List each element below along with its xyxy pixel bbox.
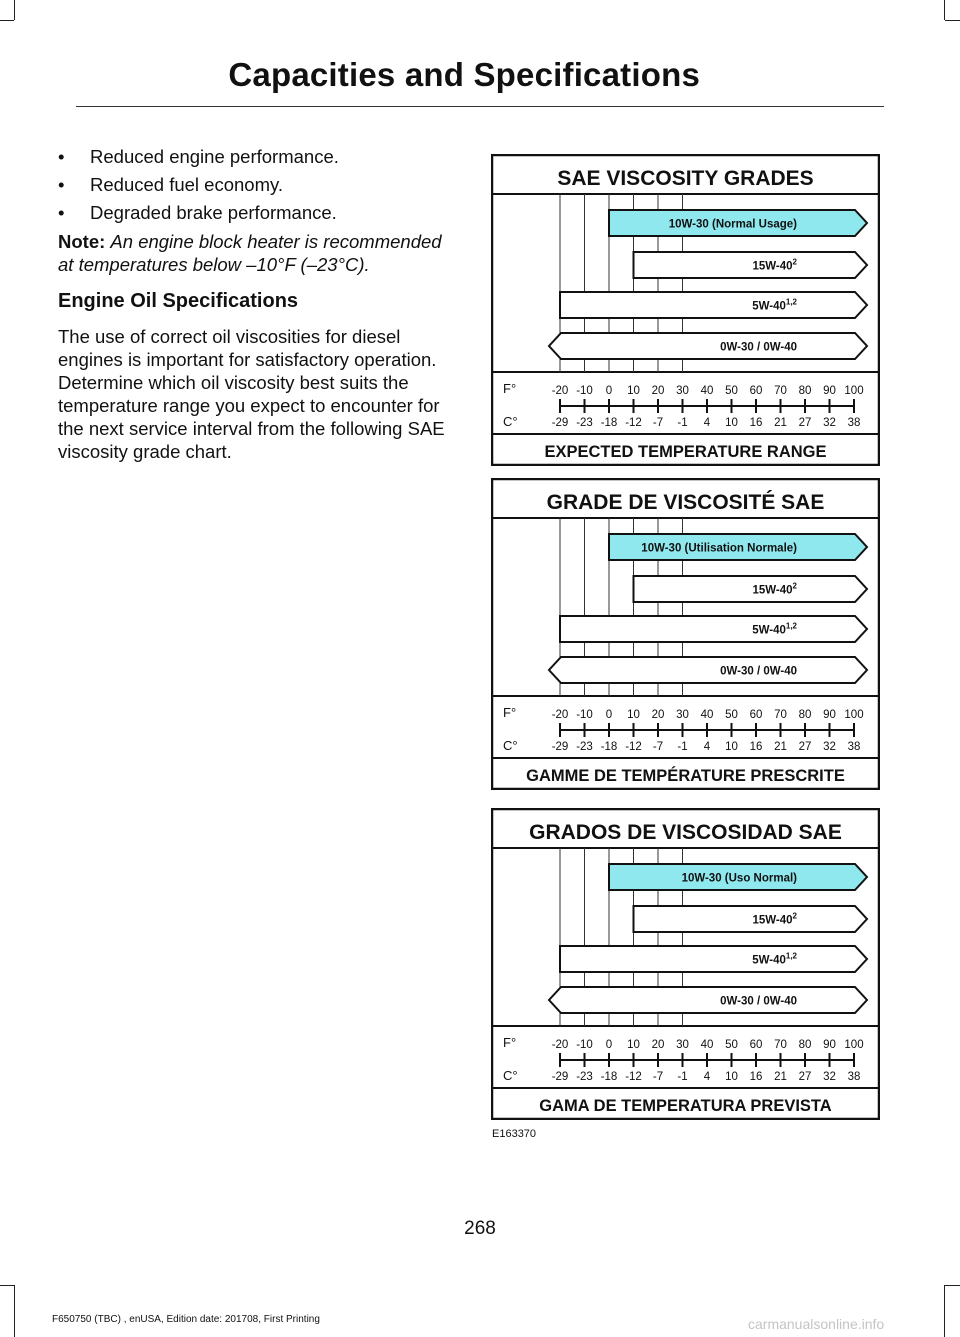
f-tick-label: 90	[823, 1039, 836, 1051]
chart-title: SAE VISCOSITY GRADES	[557, 167, 814, 190]
paragraph: The use of correct oil viscosities for diesel engines is important for satisfactory operation. Determine which oil viscosity best suits the temperature range you expect to encounter for the next service interval from the following SAE viscosity grade chart.	[58, 326, 445, 462]
bullet-item: • Reduced engine performance.	[58, 145, 458, 168]
bar-label: 5W-40$^{1,2}$	[752, 951, 797, 967]
viscosity-bar	[634, 576, 868, 602]
body-text	[58, 145, 458, 463]
c-tick-label: -23	[576, 417, 593, 429]
c-tick-label: -18	[600, 1071, 618, 1083]
f-tick-label: 0	[605, 385, 613, 397]
bar-label-superscript: 2	[792, 911, 797, 921]
bar-label: $15W-40^2$	[752, 911, 797, 927]
bar-label: $15W-40^2$	[752, 581, 797, 597]
c-tick-label: 38	[847, 417, 861, 429]
f-tick-label: 100	[844, 1039, 864, 1051]
viscosity-bar	[549, 333, 867, 359]
f-tick-label: 40	[700, 1039, 714, 1051]
c-tick-label: 21	[774, 741, 787, 753]
f-tick-label: 70	[774, 385, 787, 397]
f-tick-label: 0	[605, 1039, 613, 1051]
f-tick-label: 20	[651, 385, 665, 397]
viscosity-bar	[634, 906, 868, 932]
viscosity-bar	[549, 657, 867, 683]
f-tick-label: -20	[551, 1039, 569, 1051]
fahrenheit-label: F°	[503, 381, 517, 396]
c-tick-label: 16	[749, 741, 763, 753]
page-number: 268	[464, 1218, 496, 1239]
note-label: Note:	[58, 231, 106, 252]
chart-title: GRADOS DE VISCOSIDAD SAE	[529, 821, 842, 844]
f-tick-label: 40	[700, 385, 714, 397]
c-tick-label: -1	[677, 741, 688, 753]
chart-svg	[491, 808, 880, 1120]
c-tick-label: 27	[798, 417, 812, 429]
c-tick-label: 38	[847, 741, 861, 753]
bar-label-superscript: 2	[792, 581, 797, 591]
f-tick-label: 60	[749, 1039, 763, 1051]
crop-mark-bottom-left-h	[0, 1285, 14, 1286]
watermark: carmanualsonline.info	[748, 1316, 885, 1332]
crop-mark-top-left-v	[14, 0, 15, 20]
bar-label-superscript: 1,2	[785, 951, 797, 961]
c-tick-label: -1	[677, 417, 688, 429]
crop-mark-top-right-h	[945, 20, 960, 21]
f-tick-label: 70	[774, 709, 787, 721]
c-tick-label: 16	[749, 417, 763, 429]
bar-label: 0W-30 / 0W-40	[720, 995, 797, 1008]
section-heading: Engine Oil Specifications	[58, 290, 299, 312]
c-tick-label: 27	[798, 1071, 812, 1083]
bullet-item: • Degraded brake performance.	[58, 201, 458, 224]
viscosity-chart-fr	[491, 478, 880, 790]
f-tick-label: 40	[700, 709, 714, 721]
f-tick-label: 20	[651, 709, 665, 721]
c-tick-label: -12	[625, 741, 642, 753]
c-tick-label: -7	[652, 1071, 664, 1083]
f-tick-label: 80	[798, 385, 812, 397]
celsius-label: C°	[503, 1068, 518, 1083]
f-tick-label: 50	[725, 709, 738, 721]
c-tick-label: -1	[677, 1071, 688, 1083]
viscosity-chart-en	[491, 154, 880, 466]
viscosity-chart-es	[491, 808, 880, 1120]
chart-footer: EXPECTED TEMPERATURE RANGE	[544, 443, 827, 461]
viscosity-bar	[634, 252, 868, 278]
bar-label: 10W-30 (Utilisation Normale)	[641, 542, 797, 555]
c-tick-label: -23	[576, 741, 593, 753]
c-tick-label: -12	[625, 1071, 642, 1083]
bar-label: 10W-30 (Uso Normal)	[681, 872, 797, 885]
celsius-label: C°	[503, 738, 518, 753]
fahrenheit-label: F°	[503, 1035, 517, 1050]
c-tick-label: -18	[600, 741, 618, 753]
f-tick-label: 90	[823, 385, 836, 397]
f-tick-label: 30	[676, 1039, 689, 1051]
bar-label: 0W-30 / 0W-40	[720, 665, 797, 678]
c-tick-label: -29	[551, 417, 569, 429]
f-tick-label: 80	[798, 709, 812, 721]
c-tick-label: 32	[823, 417, 836, 429]
f-tick-label: 50	[725, 385, 738, 397]
bar-label: 10W-30 (Normal Usage)	[668, 218, 797, 231]
fahrenheit-label: F°	[503, 705, 517, 720]
c-tick-label: -23	[576, 1071, 593, 1083]
c-tick-label: -7	[652, 741, 664, 753]
bar-label: $15W-40^2$	[752, 257, 797, 273]
chart-title: GRADE DE VISCOSITÉ SAE	[546, 491, 825, 514]
c-tick-label: 38	[847, 1071, 861, 1083]
f-tick-label: -10	[576, 709, 593, 721]
f-tick-label: 30	[676, 385, 689, 397]
c-tick-label: 32	[823, 741, 836, 753]
f-tick-label: 20	[651, 1039, 665, 1051]
viscosity-bar	[560, 946, 867, 972]
bar-label: 5W-40$^{1,2}$	[752, 297, 797, 313]
f-tick-label: 10	[627, 1039, 640, 1051]
f-tick-label: 60	[749, 385, 763, 397]
chart-footer: GAMME DE TEMPÉRATURE PRESCRITE	[526, 767, 845, 785]
bar-label: 5W-40$^{1,2}$	[752, 621, 797, 637]
c-tick-label: -29	[551, 741, 569, 753]
note	[58, 230, 458, 276]
f-tick-label: 70	[774, 1039, 787, 1051]
page-title: Capacities and Specifications	[228, 56, 700, 93]
chart-svg	[491, 154, 880, 466]
f-tick-label: 50	[725, 1039, 738, 1051]
c-tick-label: -29	[551, 1071, 569, 1083]
c-tick-label: 4	[703, 1071, 711, 1083]
chart-footer: GAMA DE TEMPERATURA PREVISTA	[539, 1097, 832, 1115]
c-tick-label: -18	[600, 417, 618, 429]
bar-label: 0W-30 / 0W-40	[720, 341, 797, 354]
f-tick-label: -20	[551, 709, 569, 721]
c-tick-label: 10	[725, 1071, 738, 1083]
bar-label-superscript: 1,2	[785, 297, 797, 307]
viscosity-bar	[560, 292, 867, 318]
c-tick-label: 32	[823, 1071, 836, 1083]
c-tick-label: -7	[652, 417, 664, 429]
f-tick-label: 10	[627, 709, 640, 721]
c-tick-label: 21	[774, 417, 787, 429]
c-tick-label: 10	[725, 741, 738, 753]
title-divider	[76, 106, 884, 107]
bar-label-superscript: 1,2	[785, 621, 797, 631]
crop-mark-top-right-v	[944, 0, 945, 20]
bullet-item: • Reduced fuel economy.	[58, 173, 458, 196]
f-tick-label: 60	[749, 709, 763, 721]
chart-svg	[491, 478, 880, 790]
celsius-label: C°	[503, 414, 518, 429]
f-tick-label: 100	[844, 709, 864, 721]
footer-edition: F650750 (TBC) , enUSA, Edition date: 201708, First Printing	[52, 1314, 320, 1325]
crop-mark-bottom-right-v	[944, 1285, 945, 1337]
figure-id: E163370	[492, 1128, 537, 1140]
c-tick-label: 27	[798, 741, 812, 753]
viscosity-bar	[560, 616, 867, 642]
viscosity-bar	[549, 987, 867, 1013]
c-tick-label: 4	[703, 741, 711, 753]
f-tick-label: -10	[576, 1039, 593, 1051]
c-tick-label: 16	[749, 1071, 763, 1083]
c-tick-label: 4	[703, 417, 711, 429]
f-tick-label: 80	[798, 1039, 812, 1051]
f-tick-label: 10	[627, 385, 640, 397]
c-tick-label: 10	[725, 417, 738, 429]
c-tick-label: 21	[774, 1071, 787, 1083]
c-tick-label: -12	[625, 417, 642, 429]
note-text: An engine block heater is recommended at temperatures below –10°F (–23°C).	[58, 231, 442, 275]
f-tick-label: 0	[605, 709, 613, 721]
f-tick-label: 100	[844, 385, 864, 397]
f-tick-label: -20	[551, 385, 569, 397]
f-tick-label: -10	[576, 385, 593, 397]
f-tick-label: 90	[823, 709, 836, 721]
crop-mark-bottom-left-v	[14, 1285, 15, 1337]
crop-mark-bottom-right-h	[945, 1285, 960, 1286]
bar-label-superscript: 2	[792, 257, 797, 267]
f-tick-label: 30	[676, 709, 689, 721]
crop-mark-top-left-h	[0, 20, 14, 21]
